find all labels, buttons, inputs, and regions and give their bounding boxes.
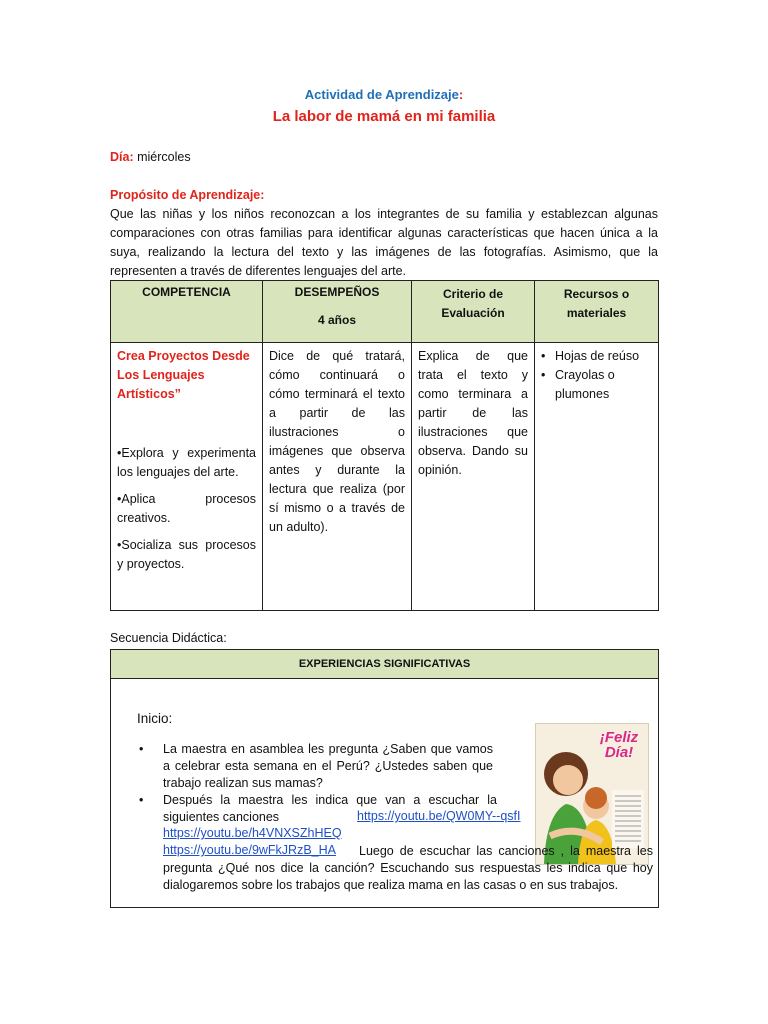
header-age: 4 años: [317, 313, 356, 327]
song-link-1[interactable]: https://youtu.be/QW0MY--qsfI: [357, 809, 521, 823]
header-recursos: Recursos o materiales: [535, 281, 659, 343]
competencia-cell: [111, 343, 263, 611]
list-item: plumones: [555, 387, 610, 401]
desempeno-cell: Dice de qué tratará, cómo continuará o cómo terminará el texto a partir de las ilustraciones o imágenes que observa antes y durante la lectura que realiza (por sí mismo o a través de un adulto).: [263, 343, 412, 611]
inicio-label: Inicio:: [137, 711, 173, 726]
competencia-item: •Aplica procesos creativos.: [117, 492, 256, 525]
inicio-bullet-2: Después la maestra les indica que van a escuchar la siguientes canciones: [163, 793, 497, 824]
purpose-text: Que las niñas y los niños reconozcan a los integrantes de su familia y establezcan algunas comparaciones con otras familias para identificar algunas características que hacen única a la suya, realizando la lectura del texto y las imágenes de las fotografías. Asimismo, que la representen a través de diferentes lenguajes del arte.: [110, 207, 658, 278]
song-link-2[interactable]: https://youtu.be/h4VNXSZhHEQ: [163, 826, 342, 840]
competencia-item: •Socializa sus procesos y proyectos.: [117, 538, 256, 571]
day-value: miércoles: [137, 150, 191, 164]
header-criterio: Criterio de Evaluación: [412, 281, 535, 343]
competencia-title: Crea Proyectos Desde Los Lenguajes Artísticos”: [117, 349, 250, 401]
purpose-label: Propósito de Aprendizaje:: [110, 188, 265, 202]
header-competencia: COMPETENCIA: [111, 281, 263, 343]
sequence-table: [110, 649, 659, 908]
header-desempenos: DESEMPEÑOS 4 años: [263, 281, 412, 343]
criterio-cell: Explica de que trata el texto y como terminara a partir de las ilustraciones que observa. Dando su opinión.: [412, 343, 535, 611]
inicio-bullet-2-continued: Luego de escuchar las canciones , la maestra les pregunta ¿Qué nos dice la canción? Escuchando sus respuestas les indica que hoy dialogaremos sobre los trabajos que realiza mama en las casas o en sus trabajos.: [163, 844, 653, 892]
page-title: La labor de mamá en mi familia: [272, 108, 496, 125]
activity-colon: :: [458, 87, 464, 102]
activity-heading: [0, 87, 768, 102]
sequence-label: Secuencia Didáctica:: [110, 631, 227, 645]
list-item: • Hojas de reúso: [541, 347, 652, 366]
list-item: • Crayolas o: [541, 366, 652, 385]
sequence-header: EXPERIENCIAS SIGNIFICATIVAS: [111, 650, 659, 679]
sequence-body: [111, 679, 659, 908]
inicio-bullet-1: La maestra en asamblea les pregunta ¿Saben que vamos a celebrar esta semana en el Perú? ¿Ustedes saben que trabajo realizan sus mamas?: [163, 742, 493, 790]
bullet-dot: •: [139, 742, 144, 756]
bullet-dot: •: [139, 793, 144, 807]
song-link-3[interactable]: https://youtu.be/9wFkJRzB_HA: [163, 843, 336, 857]
competencia-item: •Explora y experimenta los lenguajes del arte.: [117, 446, 256, 479]
competency-table: [110, 280, 659, 611]
recursos-list: [541, 347, 652, 404]
recursos-cell: [535, 343, 659, 611]
activity-label: Actividad de Aprendizaje: [304, 87, 459, 102]
day-line: [110, 150, 191, 164]
day-label: Día:: [110, 150, 134, 164]
image-caption: ¡Feliz Día!: [599, 729, 639, 761]
